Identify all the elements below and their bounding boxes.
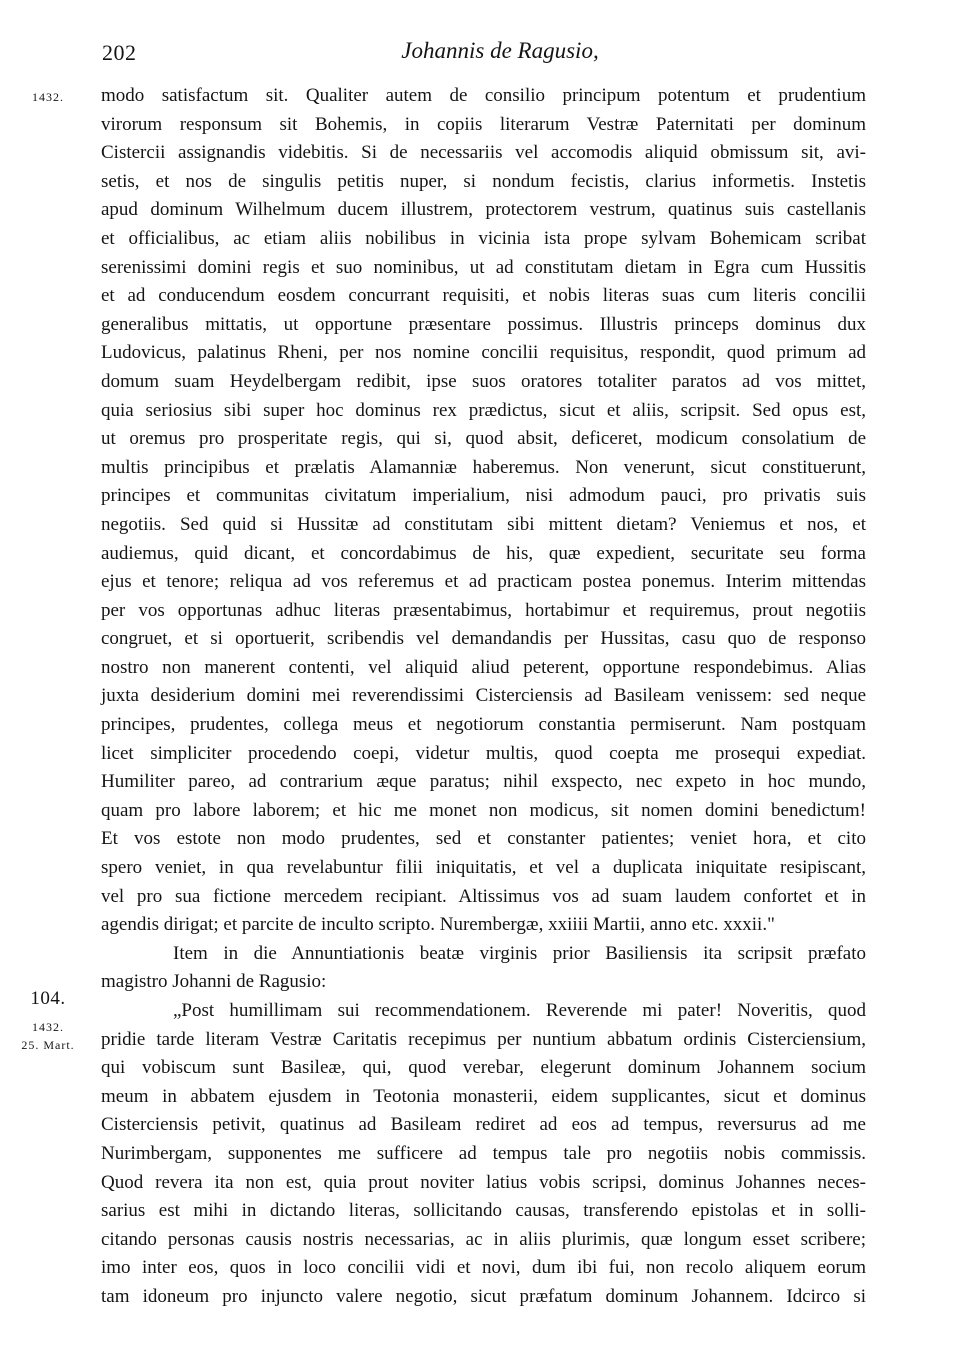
margin-document-year: 1432. <box>32 1020 64 1034</box>
text-line: ejus et tenore; reliqua ad vos referemus et ad practicam postea ponemus. Interim mittendas <box>101 571 866 593</box>
text-line: juxta desiderium domini mei reverendissimi Cisterciensis ad Basileam venissem: sed neque <box>101 685 866 707</box>
text-line: meum in abbatem ejusdem in Teotonia monasterii, eidem supplicantes, sicut et dominus <box>101 1085 866 1107</box>
margin-year: 1432. <box>32 90 64 104</box>
text-line: Humiliter pareo, ad contrarium æque paratus; nihil exspecto, nec expeto in hoc mundo, <box>101 771 866 793</box>
text-line: audiemus, quid dicant, et concordabimus de his, quæ expedient, securitate seu forma <box>101 542 866 564</box>
text-line: virorum responsum sit Bohemis, in copiis literarum Vestræ Paternitati per dominum <box>101 113 866 135</box>
text-line: pridie tarde literam Vestræ Caritatis recepimus per nuntium abbatum ordinis Cisterciensium, <box>101 1028 866 1050</box>
text-line: tam idoneum pro injuncto valere negotio, sicut præfatum dominum Johannem. Idcirco si <box>101 1285 866 1307</box>
text-line: Cistercii assignandis videbitis. Si de necessariis vel accomodis aliquid obmissum sit, avi- <box>101 142 866 164</box>
text-line: sarius est mihi in dictando literas, sollicitando causas, transferendo epistolas et in solli- <box>101 1200 866 1222</box>
text-line: congruet, et si oportuerit, scribendis vel demandandis per Hussitas, casu quo de responso <box>101 628 866 650</box>
text-line: per vos opportunas adhuc literas præsentabimus, hortabimur et requiremus, prout negotiis <box>101 599 866 621</box>
text-line: magistro Johanni de Ragusio: <box>101 971 327 993</box>
page-number: 202 <box>102 40 137 65</box>
running-title: Johannis de Ragusio, <box>401 38 599 63</box>
text-line: Quod revera ita non est, quia prout noviter latius vobis scripsi, dominus Johannes neces- <box>101 1171 866 1193</box>
text-line: generalibus mittatis, ut opportune præsentare possimus. Illustris princeps dominus dux <box>101 313 866 335</box>
text-line: principes et communitas civitatum imperialium, nisi admodum pauci, pro privatis suis <box>101 485 866 507</box>
text-line: apud dominum Wilhelmum ducem illustrem, protectorem vestrum, quatinus suis castellanis <box>101 199 866 221</box>
text-line: setis, et nos de singulis petitis nuper, si nondum fecistis, clarius informetis. Instetis <box>101 170 866 192</box>
text-line: Nurimbergam, supponentes me sufficere ad tempus tale pro negotiis nobis commissis. <box>101 1142 866 1164</box>
text-line: ut oremus pro prosperitate regis, qui si, quod absit, deficeret, modicum consolatium de <box>101 428 866 450</box>
text-line: multis principibus et prælatis Alamanniæ haberemus. Non venerunt, sicut constituerunt, <box>101 456 866 478</box>
text-line: et ad conducendum eosdem concurrant requisiti, et nobis literas suas cum literis concilii <box>101 285 866 307</box>
text-line: Et vos estote non modo prudentes, sed et constanter patientes; veniet hora, et cito <box>101 828 866 850</box>
text-line: Ludovicus, palatinus Rheni, per nos nomine concilii requisitus, respondit, quod primum ad <box>101 342 866 364</box>
text-line: vel pro sua fictione mercedem recipiant. Altissimus vos ad suam laudem confortet et in <box>101 885 866 907</box>
text-line: agendis dirigat; et parcite de inculto scripto. Nurembergæ, xxiiii Martii, anno etc. xxxii." <box>101 914 775 936</box>
text-line: quam pro labore laborem; et hic me monet non modicus, sit nomen domini benedictum! <box>101 799 866 821</box>
text-line: spero veniet, in qua revelabuntur filii iniquitatis, et vel a duplicata iniquitate resipiscant, <box>101 857 866 879</box>
text-line: Item in die Annuntiationis beatæ virginis prior Basiliensis ita scripsit præfato <box>173 942 866 964</box>
text-line: „Post humillimam sui recommendationem. Reverende mi pater! Noveritis, quod <box>173 1000 866 1021</box>
text-line: Cisterciensis petivit, quatinus ad Basileam rediret ad eos ad tempus, reversurus ad me <box>101 1114 866 1136</box>
text-line: domum suam Heydelbergam redibit, ipse suos oratores totaliter paratos ad vos mittet, <box>101 370 866 392</box>
text-line: et officialibus, ac etiam aliis nobilibus in vicinia ista prope sylvam Bohemicam scribat <box>101 227 866 249</box>
text-line: serenissimi domini regis et suo nominibus, ut ad constitutam dietam in Egra cum Hussitis <box>101 256 866 278</box>
text-line: citando personas causis nostris necessarias, ac in aliis plurimis, quæ longum esset scribere; <box>101 1228 866 1250</box>
margin-document-date: 25. Mart. <box>21 1038 75 1052</box>
text-line: licet simpliciter procedendo coepi, videtur multis, quod coepta me prosequi expediat. <box>101 742 866 764</box>
text-line: imo inter eos, quos in loco concilii vidi et novi, dum ibi fui, non recolo aliquem eorum <box>101 1257 866 1279</box>
text-line: negotiis. Sed quid si Hussitæ ad constitutam sibi mittent dietam? Veniemus et nos, et <box>101 513 866 535</box>
text-line: quia seriosius sibi super hoc dominus rex prædictus, sicut et aliis, scripsit. Sed opus est, <box>101 399 866 421</box>
main-text <box>101 82 866 1312</box>
text-line: modo satisfactum sit. Qualiter autem de consilio principum potentum et prudentium <box>101 85 866 106</box>
text-line: principes, prudentes, collega meus et negotiorum constantia permiserunt. Nam postquam <box>101 714 866 736</box>
text-line: nostro non manerent contenti, vel aliquid aliud peterent, opportune respondebimus. Alias <box>101 656 866 678</box>
text-line: qui vobiscum sunt Basileæ, qui, quod verebar, elegerunt dominum Johannem socium <box>101 1057 866 1079</box>
margin-document-number: 104. <box>30 988 66 1009</box>
